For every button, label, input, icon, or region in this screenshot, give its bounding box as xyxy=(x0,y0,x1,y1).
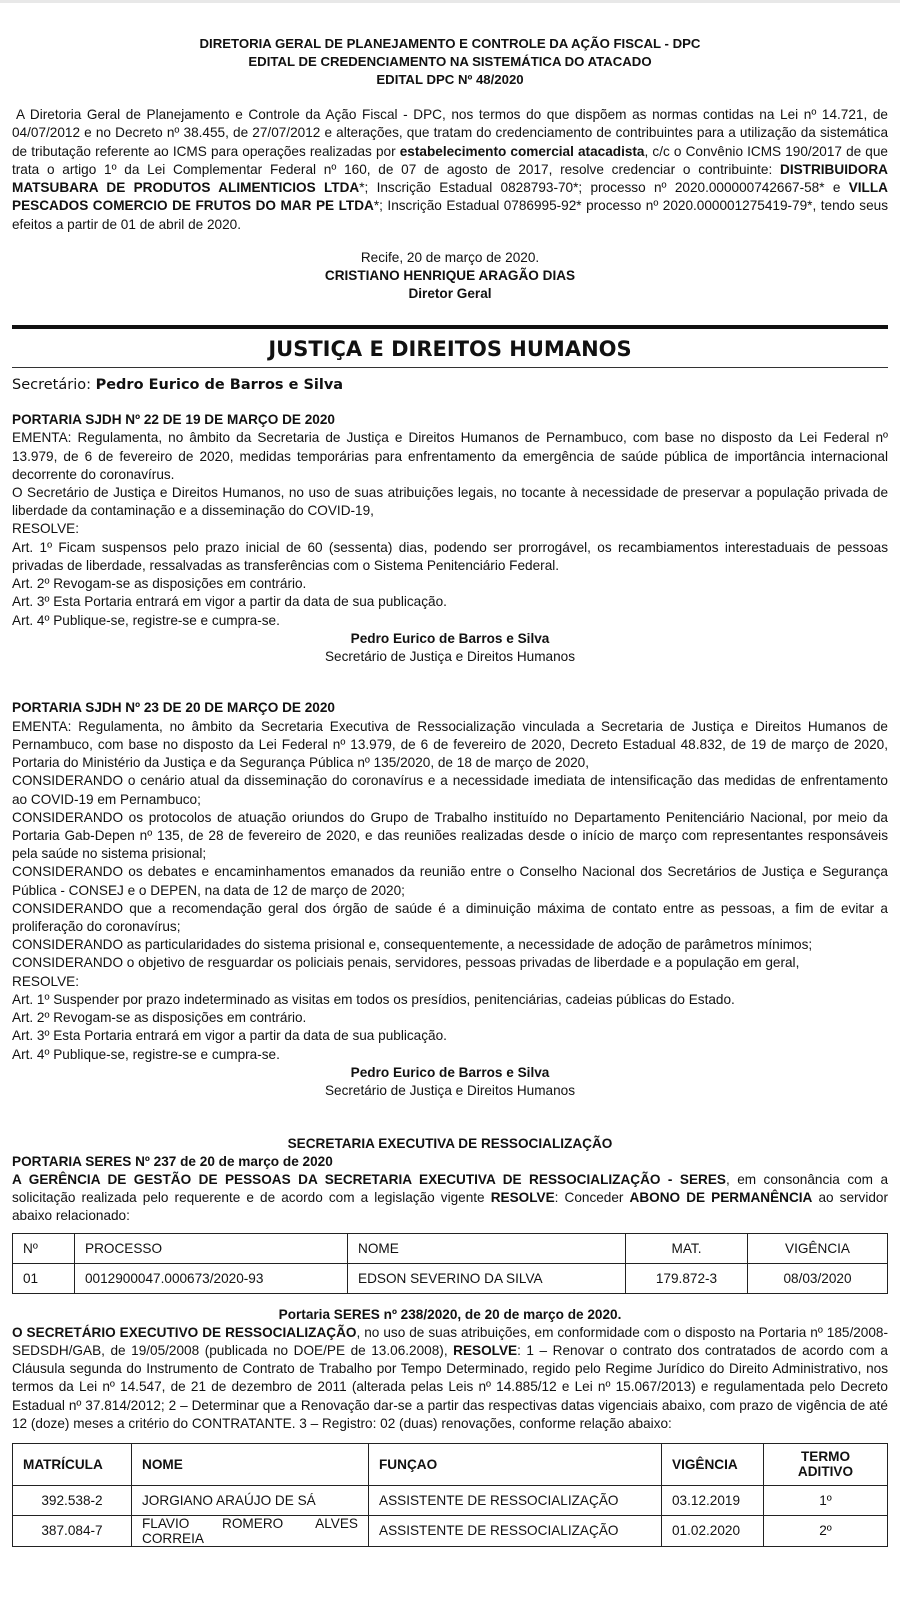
renovacao-cell-matricula: 392.538-2 xyxy=(13,1485,132,1515)
portaria-23-resolve: RESOLVE: xyxy=(12,973,79,989)
renovacao-cell-nome: JORGIANO ARAÚJO DE SÁ xyxy=(132,1485,369,1515)
renovacao-header-funcao: FUNÇAO xyxy=(369,1443,662,1485)
renovacao-cell-funcao: ASSISTENTE DE RESSOCIALIZAÇÃO xyxy=(369,1485,662,1515)
portaria-238-title: Portaria SERES nº 238/2020, de 20 de março de 2020. xyxy=(278,1306,622,1322)
portaria-22-preamble: O Secretário de Justiça e Direitos Humanos, no uso de suas atribuições legais, no tocante à necessidade de preservar a população privada de liberdade da contaminação e a disseminação do COVID-19, xyxy=(12,484,888,519)
portaria-22-resolve: RESOLVE: xyxy=(12,521,79,537)
abono-header-vigencia: VIGÊNCIA xyxy=(748,1233,888,1263)
renovacao-header-vigencia: VIGÊNCIA xyxy=(662,1443,764,1485)
dpc-intro-text-3: *; Inscrição Estadual 0828793-70*; processo nº 2020.000000742667-58* e xyxy=(359,180,849,196)
secretario-label: Secretário: xyxy=(12,377,91,394)
portaria-238-text-2: : 1 – Renovar o contrato dos contratados de acordo com a Cláusula segunda do Instrumento de Contrato de Trabalho por Tempo Determinado, regido pelo Regime Jurídico do Direito Administrativo, nos termos da Lei nº 14.547, de 21 de dezembro de 2011 (alterada pelas Leis nº 14.885/12 e Lei nº 15.067/2013) e regulamentada pelo Decreto Estadual nº 37.814/2012; 2 – Determinar que a Renovação dar-se a partir das respectivas datas vigenciais abaixo, com prazo de vigência de até 12 (doze) meses a critério do CONTRATANTE. 3 – Registro: 02 (duas) renovações, conforme relação abaixo: xyxy=(12,1342,888,1431)
portaria-23-considerando-6: CONSIDERANDO o objetivo de resguardar os policiais penais, servidores, pessoas privadas de liberdade e a população em geral, xyxy=(12,955,800,971)
document-page xyxy=(0,35,900,1600)
dpc-intro-text-4: *; Inscrição Estadual 0786995-92* processo nº 2020.000001275419-79*, tendo seus efeitos a partir de 01 de abril de 2020. xyxy=(12,198,888,232)
portaria-23-art1: Art. 1º Suspender por prazo indeterminado as visitas em todos os presídios, penitenciárias, cadeias públicas do Estado. xyxy=(12,991,735,1007)
portaria-22-ementa: EMENTA: Regulamenta, no âmbito da Secretaria de Justiça e Direitos Humanos de Pernambuco, com base no disposto da Lei Federal nº 13.979, de 6 de fevereiro de 2020, medidas temporárias para enfrentamento da emergência de saúde pública de importância internacional decorrente do coronavírus. xyxy=(12,430,888,482)
table-header-row xyxy=(13,1443,888,1485)
renovacao-cell-vigencia: 01.02.2020 xyxy=(662,1515,764,1546)
portaria-237-text-1: , em consonância com a solicitação realizada pelo requerente e de acordo com a legislação vigente xyxy=(12,1171,889,1206)
renovacao-table xyxy=(12,1443,888,1547)
renovacao-cell-nome: FLAVIO ROMERO ALVES CORREIA xyxy=(132,1515,369,1546)
dpc-signature-block xyxy=(12,249,888,303)
portaria-238-bold-1: O SECRETÁRIO EXECUTIVO DE RESSOCIALIZAÇÃO xyxy=(12,1324,357,1340)
portaria-23-considerando-4: CONSIDERANDO que a recomendação geral dos órgão de saúde é a diminuição máxima de contato entre as pessoas, a fim de evitar a proliferação do coronavírus; xyxy=(12,900,888,935)
portaria-237-text-3: ao servidor abaixo relacionado: xyxy=(12,1190,888,1224)
portaria-23 xyxy=(12,699,888,1100)
portaria-23-considerando-5: CONSIDERANDO as particularidades do sistema prisional e, consequentemente, a necessidade de adoção de parâmetros mínimos; xyxy=(12,937,813,953)
portaria-23-considerando-1: CONSIDERANDO o cenário atual da disseminação do coronavírus e a necessidade imediata de intensificação das medidas de enfrentamento ao COVID-19 em Pernambuco; xyxy=(12,773,888,807)
abono-header-numero: Nº xyxy=(13,1233,75,1263)
dpc-place-date: Recife, 20 de março de 2020. xyxy=(360,250,540,266)
portaria-238-text xyxy=(12,1324,888,1433)
portaria-237-text-2: : Conceder xyxy=(554,1190,630,1206)
dpc-intro-paragraph xyxy=(12,106,888,234)
portaria-237-bold-3: ABONO DE PERMANÊNCIA xyxy=(629,1190,813,1206)
table-row xyxy=(13,1485,888,1515)
portaria-238-bold-2: RESOLVE xyxy=(453,1342,518,1358)
top-rule xyxy=(0,0,900,3)
renovacao-header-nome: NOME xyxy=(132,1443,369,1485)
renovacao-cell-vigencia: 03.12.2019 xyxy=(662,1485,764,1515)
dpc-company-1: DISTRIBUIDORA MATSUBARA DE PRODUTOS ALIMENTICIOS LTDA xyxy=(12,161,888,196)
portaria-23-considerando-3: CONSIDERANDO os debates e encaminhamentos emanados da reunião entre o Conselho Nacional dos Secretários de Justiça e Segurança Pública - CONSEJ e o DEPEN, na data de 12 de março de 2020; xyxy=(12,864,888,898)
portaria-22-art3: Art. 3º Esta Portaria entrará em vigor a partir da data de sua publicação. xyxy=(12,594,447,610)
dpc-header xyxy=(12,35,888,89)
abono-table xyxy=(12,1233,888,1294)
dpc-signer-role: Diretor Geral xyxy=(408,286,492,302)
portaria-23-art4: Art. 4º Publique-se, registre-se e cumpra-se. xyxy=(12,1046,280,1062)
portaria-22-art4: Art. 4º Publique-se, registre-se e cumpra-se. xyxy=(12,612,280,628)
portaria-23-considerando-2: CONSIDERANDO os protocolos de atuação oriundos do Grupo de Trabalho instituído no Departamento Penitenciário Nacional, por meio da Portaria Gab-Depen nº 135, de 28 de fevereiro de 2020, e das reuniões realizadas desde o início de março com representantes responsáveis pela saúde no sistema prisional; xyxy=(12,809,888,862)
portaria-23-title: PORTARIA SJDH Nº 23 DE 20 DE MARÇO DE 2020 xyxy=(12,700,335,716)
abono-cell-processo: 0012900047.000673/2020-93 xyxy=(75,1263,348,1293)
renovacao-header-matricula: MATRÍCULA xyxy=(13,1443,132,1485)
renovacao-header-termo-aditivo: TERMO ADITIVO xyxy=(764,1443,888,1485)
renovacao-cell-termo: 1º xyxy=(764,1485,888,1515)
dpc-intro-bold-1: estabelecimento comercial atacadista xyxy=(399,143,645,159)
table-header-row xyxy=(13,1233,888,1263)
abono-cell-mat: 179.872-3 xyxy=(626,1263,748,1293)
dpc-header-line-3: EDITAL DPC Nº 48/2020 xyxy=(376,72,524,87)
abono-header-processo: PROCESSO xyxy=(75,1233,348,1263)
secretario-name: Pedro Eurico de Barros e Silva xyxy=(95,377,344,394)
spacer xyxy=(12,666,888,699)
portaria-237-bold-2: RESOLVE xyxy=(490,1190,555,1206)
portaria-237-text xyxy=(12,1171,888,1226)
abono-header-mat: MAT. xyxy=(626,1233,748,1263)
abono-header-nome: NOME xyxy=(348,1233,626,1263)
secretario-line xyxy=(12,375,888,395)
table-row xyxy=(13,1263,888,1293)
dpc-header-line-2: EDITAL DE CREDENCIAMENTO NA SISTEMÁTICA DO ATACADO xyxy=(248,54,652,69)
portaria-22-signer: Pedro Eurico de Barros e Silva xyxy=(350,630,550,646)
portaria-22 xyxy=(12,411,888,666)
renovacao-cell-termo: 2º xyxy=(764,1515,888,1546)
section-title: JUSTIÇA E DIREITOS HUMANOS xyxy=(268,337,632,362)
dpc-header-line-1: DIRETORIA GERAL DE PLANEJAMENTO E CONTROLE DA AÇÃO FISCAL - DPC xyxy=(199,36,701,51)
portaria-23-signer-role: Secretário de Justiça e Direitos Humanos xyxy=(324,1083,576,1099)
abono-cell-nome: EDSON SEVERINO DA SILVA xyxy=(348,1263,626,1293)
portaria-22-art2: Art. 2º Revogam-se as disposições em contrário. xyxy=(12,576,307,591)
portaria-22-art1: Art. 1º Ficam suspensos pelo prazo inicial de 60 (sessenta) dias, podendo ser prorrogável, os recambiamentos interestaduais de pessoas privadas de liberdade, ressalvadas as transferências com o Sistema Penitenciário Federal. xyxy=(12,539,888,573)
dpc-intro-text-2: , c/c o Convênio ICMS 190/2017 de que trata o artigo 1º da Lei Complementar Federal nº 160, de 07 de agosto de 2017, resolve credenciar o contribuinte: xyxy=(12,143,888,177)
portaria-23-art2: Art. 2º Revogam-se as disposições em contrário. xyxy=(12,1010,307,1026)
renovacao-cell-matricula: 387.084-7 xyxy=(13,1515,132,1546)
renovacao-cell-funcao: ASSISTENTE DE RESSOCIALIZAÇÃO xyxy=(369,1515,662,1546)
seres-heading: SECRETARIA EXECUTIVA DE RESSOCIALIZAÇÃO xyxy=(287,1135,613,1151)
portaria-22-signer-role: Secretário de Justiça e Direitos Humanos xyxy=(324,649,576,665)
portaria-23-art3: Art. 3º Esta Portaria entrará em vigor a partir da data de sua publicação. xyxy=(12,1028,447,1044)
dpc-intro-text-1: A Diretoria Geral de Planejamento e Controle da Ação Fiscal - DPC, nos termos do que dispõem as normas contidas na Lei nº 14.721, de 04/07/2012 e no Decreto nº 38.455, de 27/07/2012 e alterações, que tratam do credenciamento de contribuintes para a utilização da sistemática de tributação referente ao ICMS para operações realizadas por xyxy=(12,107,888,159)
portaria-237-title: PORTARIA SERES Nº 237 de 20 de março de 2020 xyxy=(12,1153,333,1169)
dpc-company-2: VILLA PESCADOS COMERCIO DE FRUTOS DO MAR PE LTDA xyxy=(12,180,888,214)
portaria-237-bold-1: A GERÊNCIA DE GESTÃO DE PESSOAS DA SECRETARIA EXECUTIVA DE RESSOCIALIZAÇÃO - SERES xyxy=(12,1171,726,1187)
dpc-signer: CRISTIANO HENRIQUE ARAGÃO DIAS xyxy=(324,268,576,284)
portaria-23-signer: Pedro Eurico de Barros e Silva xyxy=(350,1065,550,1081)
section-bottom-rule xyxy=(12,367,888,368)
table-row xyxy=(13,1515,888,1546)
section-top-rule xyxy=(12,325,888,329)
abono-cell-vigencia: 08/03/2020 xyxy=(748,1263,888,1293)
portaria-238-text-1: , no uso de suas atribuições, em conformidade com o disposto na Portaria nº 185/2008-SEDSDH/GAB, de 19/05/2008 (publicada no DOE/PE de 13.06.2008), xyxy=(12,1324,888,1358)
portaria-23-ementa: EMENTA: Regulamenta, no âmbito da Secretaria Executiva de Ressocialização vinculada a Secretaria de Justiça e Direitos Humanos de Pernambuco, com base no disposto da Lei Federal nº 13.979, de 6 de fevereiro de 2020, Decreto Estadual 48.832, de 19 de março de 2020, Portaria do Ministério da Justiça e da Segurança Pública nº 135/2020, de 18 de março de 2020, xyxy=(12,718,888,771)
abono-cell-numero: 01 xyxy=(13,1263,75,1293)
portaria-22-title: PORTARIA SJDH Nº 22 DE 19 DE MARÇO DE 2020 xyxy=(12,412,335,428)
